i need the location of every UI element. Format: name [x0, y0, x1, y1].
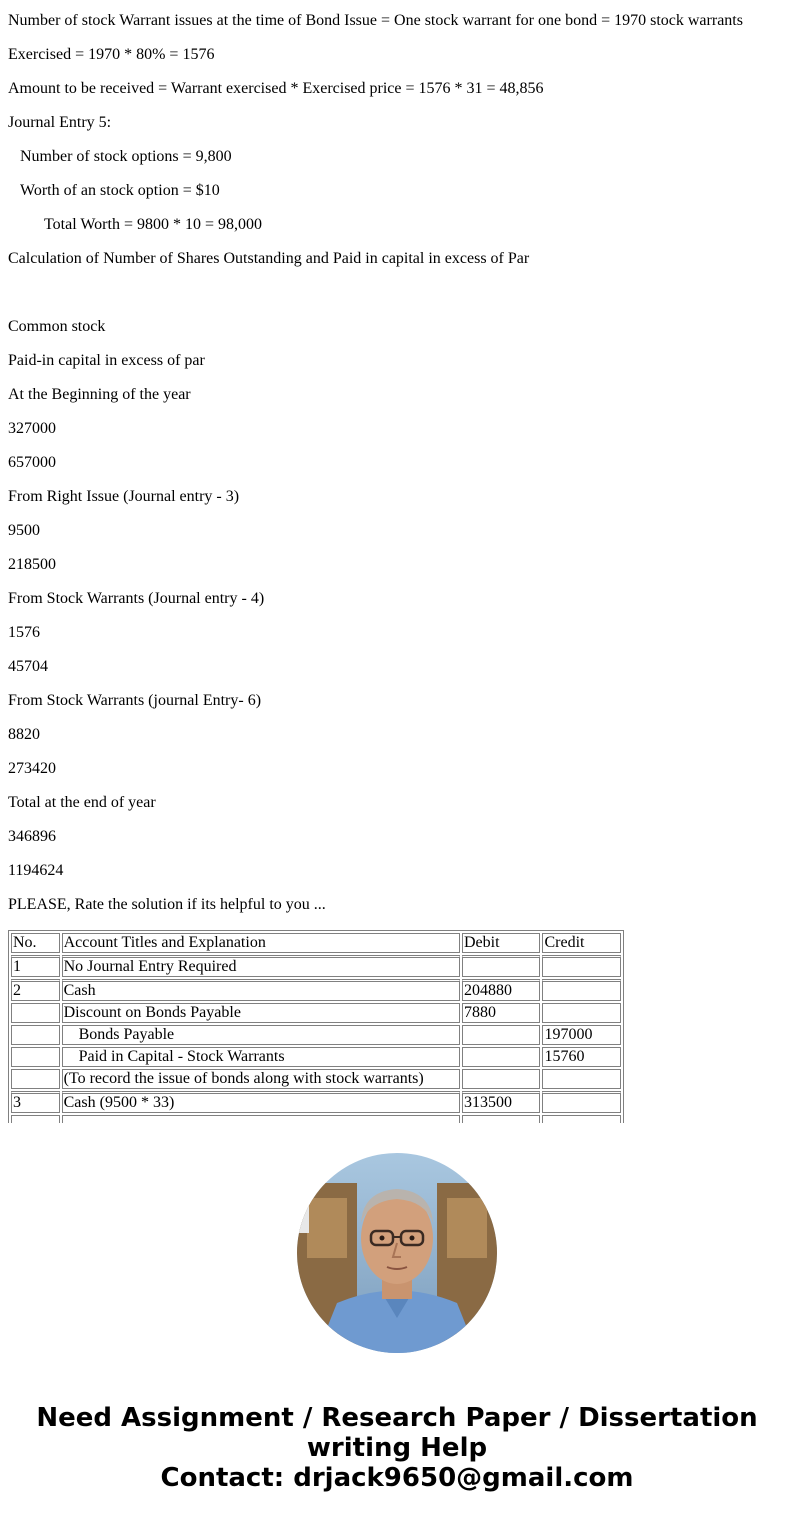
rate-solution-note: PLEASE, Rate the solution if its helpful to you ... [8, 896, 326, 913]
warrant-issue-line: Number of stock Warrant issues at the time of Bond Issue = One stock warrant for one bond = 1970 stock warrants [8, 12, 743, 29]
table-header-row [11, 933, 621, 953]
common-stock-label: Common stock [8, 318, 106, 335]
row-credit [542, 1091, 621, 1113]
table-row [11, 979, 621, 1001]
row-account: Discount on Bonds Payable [62, 1003, 460, 1023]
row-credit [542, 979, 621, 1001]
end-year-common-value: 346896 [8, 828, 56, 845]
end-year-label: Total at the end of year [8, 794, 156, 811]
calculation-heading: Calculation of Number of Shares Outstanding and Paid in capital in excess of Par [8, 250, 530, 267]
row-credit [542, 1003, 621, 1023]
avatar-portrait-icon [297, 1153, 497, 1353]
table-row [11, 1047, 621, 1067]
stock-warrants-6-paid-in-value: 273420 [8, 760, 56, 777]
row-no [11, 1003, 60, 1023]
option-worth-line: Worth of an stock option = $10 [20, 182, 220, 199]
stock-options-line: Number of stock options = 9,800 [20, 148, 232, 165]
table-row [11, 1003, 621, 1023]
row-account: Cash (9500 * 33) [62, 1091, 460, 1113]
promo-banner [0, 1403, 794, 1493]
row-debit [462, 1047, 541, 1067]
row-debit: 313500 [462, 1091, 541, 1113]
right-issue-paid-in-value: 218500 [8, 556, 56, 573]
row-account: Bonds Payable [62, 1025, 460, 1045]
row-no [11, 1047, 60, 1067]
row-no [11, 1069, 60, 1089]
row-credit: 197000 [542, 1025, 621, 1045]
header-account: Account Titles and Explanation [62, 933, 460, 953]
row-credit [542, 955, 621, 977]
row-account: Paid in Capital - Stock Warrants [62, 1047, 460, 1067]
row-no: 2 [11, 979, 60, 1001]
row-account [62, 1115, 460, 1123]
row-credit: 15760 [542, 1047, 621, 1067]
right-issue-label: From Right Issue (Journal entry - 3) [8, 488, 240, 505]
table-row [11, 1091, 621, 1113]
row-account: Cash [62, 979, 460, 1001]
row-no: 3 [11, 1091, 60, 1113]
table-row [11, 1115, 621, 1123]
journal-entry-5-heading: Journal Entry 5: [8, 114, 112, 131]
total-worth-line: Total Worth = 9800 * 10 = 98,000 [44, 216, 262, 233]
header-credit: Credit [542, 933, 621, 953]
row-debit [462, 955, 541, 977]
row-credit [542, 1115, 621, 1123]
stock-warrants-4-label: From Stock Warrants (Journal entry - 4) [8, 590, 265, 607]
promo-line-2: writing Help [306, 1433, 488, 1463]
row-debit: 204880 [462, 979, 541, 1001]
row-debit [462, 1069, 541, 1089]
beginning-common-value: 327000 [8, 420, 56, 437]
stock-warrants-6-common-value: 8820 [8, 726, 40, 743]
journal-table [8, 930, 624, 1123]
row-account: (To record the issue of bonds along with stock warrants) [62, 1069, 460, 1089]
row-credit [542, 1069, 621, 1089]
journal-table-container [8, 930, 624, 1123]
amount-received-line: Amount to be received = Warrant exercised * Exercised price = 1576 * 31 = 48,856 [8, 80, 544, 97]
beginning-year-label: At the Beginning of the year [8, 386, 191, 403]
row-no [11, 1025, 60, 1045]
row-no: 1 [11, 955, 60, 977]
paid-in-capital-label: Paid-in capital in excess of par [8, 352, 205, 369]
stock-warrants-6-label: From Stock Warrants (journal Entry- 6) [8, 692, 262, 709]
promo-line-1: Need Assignment / Research Paper / Dissertation [36, 1403, 758, 1433]
row-account: No Journal Entry Required [62, 955, 460, 977]
table-row [11, 1069, 621, 1089]
stock-warrants-4-common-value: 1576 [8, 624, 40, 641]
beginning-paid-in-value: 657000 [8, 454, 56, 471]
exercised-line: Exercised = 1970 * 80% = 1576 [8, 46, 215, 63]
header-debit: Debit [462, 933, 541, 953]
stock-warrants-4-paid-in-value: 45704 [8, 658, 48, 675]
row-debit: 7880 [462, 1003, 541, 1023]
author-avatar [297, 1153, 497, 1353]
promo-contact: Contact: drjack9650@gmail.com [160, 1463, 634, 1493]
row-debit [462, 1115, 541, 1123]
row-no [11, 1115, 60, 1123]
right-issue-common-value: 9500 [8, 522, 40, 539]
end-year-paid-in-value: 1194624 [8, 862, 64, 879]
row-debit [462, 1025, 541, 1045]
table-row [11, 1025, 621, 1045]
header-no: No. [11, 933, 60, 953]
table-row [11, 955, 621, 977]
